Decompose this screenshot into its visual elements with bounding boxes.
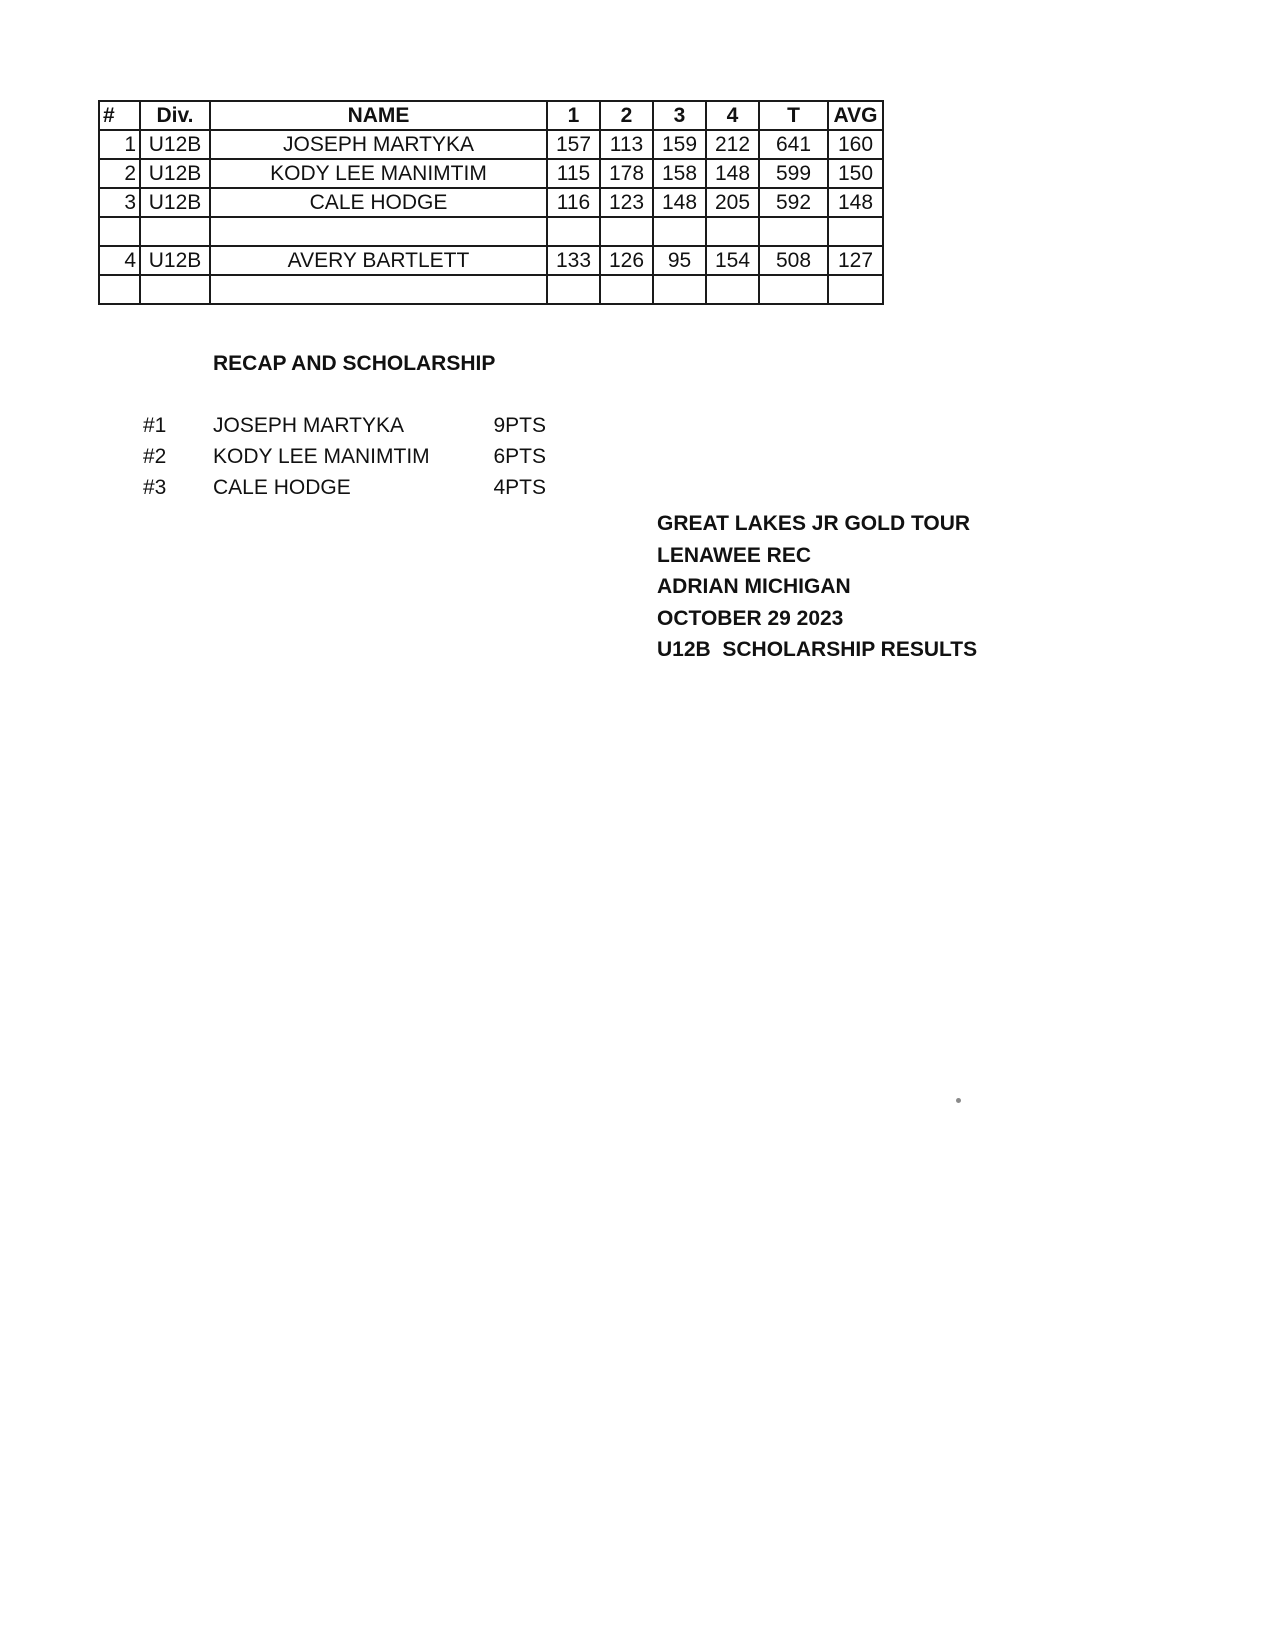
cell-total bbox=[759, 217, 828, 246]
cell-average bbox=[828, 275, 883, 304]
event-subtitle: U12B SCHOLARSHIP RESULTS bbox=[657, 638, 978, 661]
cell-division: U12B bbox=[140, 130, 210, 159]
table-row bbox=[99, 188, 883, 217]
table-row-empty bbox=[99, 217, 883, 246]
cell-average bbox=[828, 217, 883, 246]
cell-game-3 bbox=[653, 217, 706, 246]
cell-game-1 bbox=[547, 217, 600, 246]
cell-game-1 bbox=[547, 275, 600, 304]
cell-game-3 bbox=[653, 275, 706, 304]
cell-division bbox=[140, 275, 210, 304]
event-info-block bbox=[657, 508, 977, 666]
recap-points: 6PTS bbox=[493, 445, 546, 468]
cell-game-4 bbox=[706, 275, 759, 304]
cell-rank: 1 bbox=[99, 130, 140, 159]
header-total: T bbox=[759, 101, 828, 130]
event-venue: LENAWEE REC bbox=[657, 543, 812, 567]
event-date: OCTOBER 29 2023 bbox=[657, 606, 844, 630]
cell-game-1: 157 bbox=[547, 130, 600, 159]
cell-average: 127 bbox=[828, 246, 883, 275]
header-game-3: 3 bbox=[653, 101, 706, 130]
results-table bbox=[98, 100, 884, 305]
header-game-1: 1 bbox=[547, 101, 600, 130]
table-row bbox=[99, 130, 883, 159]
cell-division: U12B bbox=[140, 246, 210, 275]
cell-name: CALE HODGE bbox=[210, 188, 547, 217]
recap-name: CALE HODGE bbox=[213, 476, 351, 499]
header-game-4: 4 bbox=[706, 101, 759, 130]
header-game-2: 2 bbox=[600, 101, 653, 130]
cell-total: 599 bbox=[759, 159, 828, 188]
cell-division: U12B bbox=[140, 188, 210, 217]
cell-game-2 bbox=[600, 275, 653, 304]
recap-position: #2 bbox=[143, 445, 167, 468]
cell-average: 150 bbox=[828, 159, 883, 188]
header-division: Div. bbox=[140, 101, 210, 130]
recap-name: JOSEPH MARTYKA bbox=[213, 414, 404, 437]
cell-division: U12B bbox=[140, 159, 210, 188]
scan-speck bbox=[956, 1098, 961, 1103]
table-header-row bbox=[99, 101, 883, 130]
cell-name bbox=[210, 217, 547, 246]
cell-game-3: 159 bbox=[653, 130, 706, 159]
cell-average: 148 bbox=[828, 188, 883, 217]
header-rank: # bbox=[99, 101, 140, 130]
cell-name: KODY LEE MANIMTIM bbox=[210, 159, 547, 188]
event-tour: GREAT LAKES JR GOLD TOUR bbox=[657, 512, 971, 535]
cell-game-3: 158 bbox=[653, 159, 706, 188]
table-row bbox=[99, 246, 883, 275]
cell-name bbox=[210, 275, 547, 304]
cell-name: JOSEPH MARTYKA bbox=[210, 130, 547, 159]
header-average: AVG bbox=[828, 101, 883, 130]
recap-title: RECAP AND SCHOLARSHIP bbox=[213, 352, 496, 375]
cell-game-1: 116 bbox=[547, 188, 600, 217]
cell-game-1: 133 bbox=[547, 246, 600, 275]
cell-total: 508 bbox=[759, 246, 828, 275]
cell-average: 160 bbox=[828, 130, 883, 159]
cell-division bbox=[140, 217, 210, 246]
cell-rank: 2 bbox=[99, 159, 140, 188]
cell-game-4: 148 bbox=[706, 159, 759, 188]
cell-game-4 bbox=[706, 217, 759, 246]
cell-game-2: 123 bbox=[600, 188, 653, 217]
cell-game-2: 126 bbox=[600, 246, 653, 275]
event-location: ADRIAN MICHIGAN bbox=[657, 575, 851, 598]
header-name: NAME bbox=[210, 101, 547, 130]
recap-position: #1 bbox=[143, 414, 167, 437]
cell-name: AVERY BARTLETT bbox=[210, 246, 547, 275]
cell-game-4: 154 bbox=[706, 246, 759, 275]
cell-game-2: 178 bbox=[600, 159, 653, 188]
cell-game-2 bbox=[600, 217, 653, 246]
cell-rank bbox=[99, 217, 140, 246]
cell-rank: 4 bbox=[99, 246, 140, 275]
table-row bbox=[99, 159, 883, 188]
recap-name: KODY LEE MANIMTIM bbox=[213, 445, 430, 468]
cell-total: 641 bbox=[759, 130, 828, 159]
table-row-empty bbox=[99, 275, 883, 304]
recap-points: 9PTS bbox=[493, 414, 546, 437]
cell-game-4: 212 bbox=[706, 130, 759, 159]
cell-game-3: 95 bbox=[653, 246, 706, 275]
cell-total bbox=[759, 275, 828, 304]
cell-game-3: 148 bbox=[653, 188, 706, 217]
cell-game-1: 115 bbox=[547, 159, 600, 188]
cell-game-2: 113 bbox=[600, 130, 653, 159]
recap-points: 4PTS bbox=[493, 476, 546, 499]
cell-game-4: 205 bbox=[706, 188, 759, 217]
recap-position: #3 bbox=[143, 476, 167, 499]
cell-rank bbox=[99, 275, 140, 304]
cell-rank: 3 bbox=[99, 188, 140, 217]
cell-total: 592 bbox=[759, 188, 828, 217]
